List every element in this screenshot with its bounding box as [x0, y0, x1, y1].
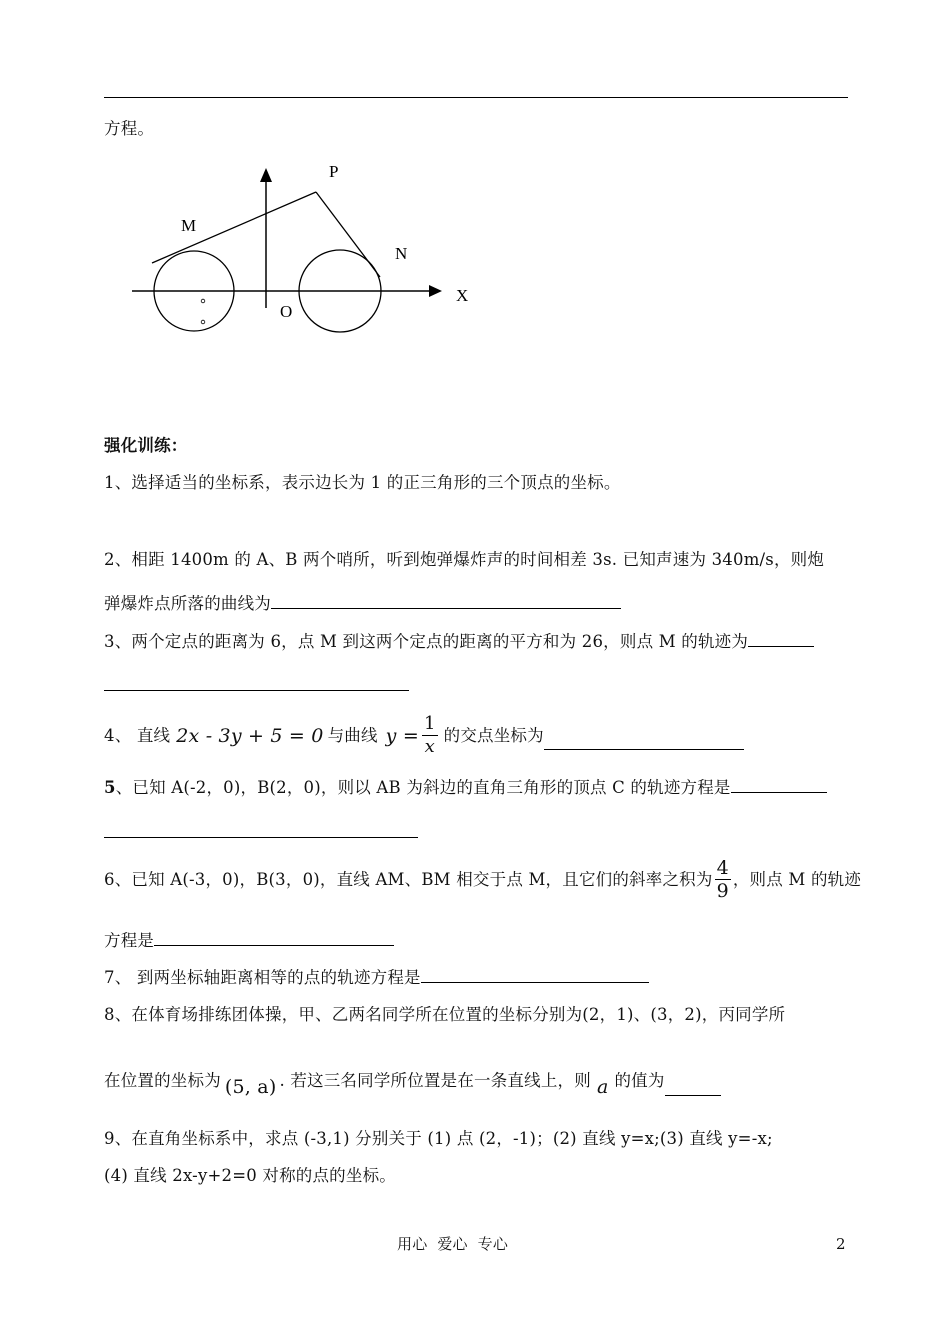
question-8-prefix: 在位置的坐标为	[104, 1071, 221, 1090]
answer-blank[interactable]	[665, 1081, 721, 1096]
answer-blank[interactable]	[748, 632, 814, 647]
question-7-text: 7、 到两坐标轴距离相等的点的轨迹方程是	[104, 968, 421, 987]
line-mp	[152, 192, 316, 263]
question-8-line-1: 8、在体育场排练团体操，甲、乙两名同学所在位置的坐标分别为(2，1)、(3，2)，丙同学所	[104, 1005, 786, 1024]
label-o: O	[280, 302, 293, 321]
question-6-suffix: ，则点 M 的轨迹	[732, 869, 862, 889]
y-axis-arrow	[260, 168, 272, 182]
variable-a: a	[596, 1076, 609, 1098]
section-title: 强化训练：	[104, 436, 188, 455]
line-pn	[316, 192, 380, 277]
header-rule	[104, 97, 848, 98]
question-6-line-2	[104, 930, 394, 952]
footer-motto: 用心 爱心 专心	[397, 1235, 509, 1253]
curve-lhs: y =	[385, 724, 419, 747]
question-3-text: 3、两个定点的距离为 6，点 M 到这两个定点的距离的平方和为 26，则点 M 的轨迹为	[104, 632, 749, 651]
page-number: 2	[836, 1235, 846, 1253]
question-3-line-1	[104, 631, 814, 653]
answer-line[interactable]	[104, 690, 409, 691]
question-5-text: 、已知 A(-2，0)，B(2，0)，则以 AB 为斜边的直角三角形的顶点 C 的轨迹方程是	[115, 778, 731, 797]
question-7	[104, 967, 649, 989]
label-n: N	[395, 244, 408, 263]
answer-blank[interactable]	[271, 594, 621, 609]
question-4	[104, 713, 744, 758]
fraction-numerator: 4	[716, 857, 729, 879]
answer-blank[interactable]	[421, 968, 649, 983]
question-5	[104, 777, 827, 799]
answer-line[interactable]	[104, 837, 418, 838]
question-6-line-2-text: 方程是	[104, 931, 155, 950]
question-6-line-1	[104, 857, 861, 902]
question-4-mid: 与曲线	[327, 725, 378, 745]
question-2-text: 弹爆炸点所落的曲线为	[104, 594, 271, 613]
question-1: 1、选择适当的坐标系，表示边长为 1 的正三角形的三个顶点的坐标。	[104, 473, 621, 492]
answer-blank[interactable]	[731, 778, 827, 793]
question-4-prefix: 4、 直线	[104, 725, 171, 745]
label-x: X	[456, 286, 469, 305]
center-mark	[201, 299, 205, 303]
question-8-suffix: 的值为	[614, 1071, 665, 1090]
question-2-line-1: 2、相距 1400m 的 A、B 两个哨所，听到炮弹爆炸声的时间相差 3s. 已知声速为 340m/s，则炮	[104, 550, 825, 569]
label-m: M	[181, 216, 197, 235]
question-8-line-2	[104, 1064, 721, 1098]
fraction-one-over-x	[422, 713, 438, 758]
fraction-denominator: x	[424, 736, 435, 757]
point-5-a: (5, a)	[224, 1076, 277, 1098]
label-p: P	[329, 162, 339, 181]
fraction-four-ninths	[715, 857, 731, 902]
question-9-line-2: (4) 直线 2x-y+2=0 对称的点的坐标。	[104, 1166, 396, 1185]
geometry-figure	[120, 158, 480, 348]
answer-blank[interactable]	[154, 931, 394, 946]
answer-blank[interactable]	[544, 735, 744, 750]
line-equation: 2x - 3y + 5 = 0	[176, 724, 324, 747]
fraction-numerator: 1	[423, 713, 436, 734]
question-9-line-1: 9、在直角坐标系中，求点 (-3,1) 分别关于 (1) 点 (2，-1)；(2) 直线 y=x;(3) 直线 y=-x;	[104, 1129, 773, 1148]
question-6-prefix: 6、已知 A(-3，0)，B(3，0)，直线 AM、BM 相交于点 M，且它们的斜率之积为	[104, 869, 713, 889]
question-2-line-2	[104, 593, 621, 615]
question-4-suffix: 的交点坐标为	[443, 725, 544, 745]
fraction-denominator: 9	[716, 880, 729, 902]
question-8-mid: . 若这三名同学所位置是在一条直线上，则	[279, 1071, 591, 1090]
x-axis-arrow	[429, 285, 442, 297]
question-5-number: 5	[104, 778, 116, 797]
intro-text: 方程。	[104, 119, 155, 138]
center-mark	[201, 320, 205, 324]
